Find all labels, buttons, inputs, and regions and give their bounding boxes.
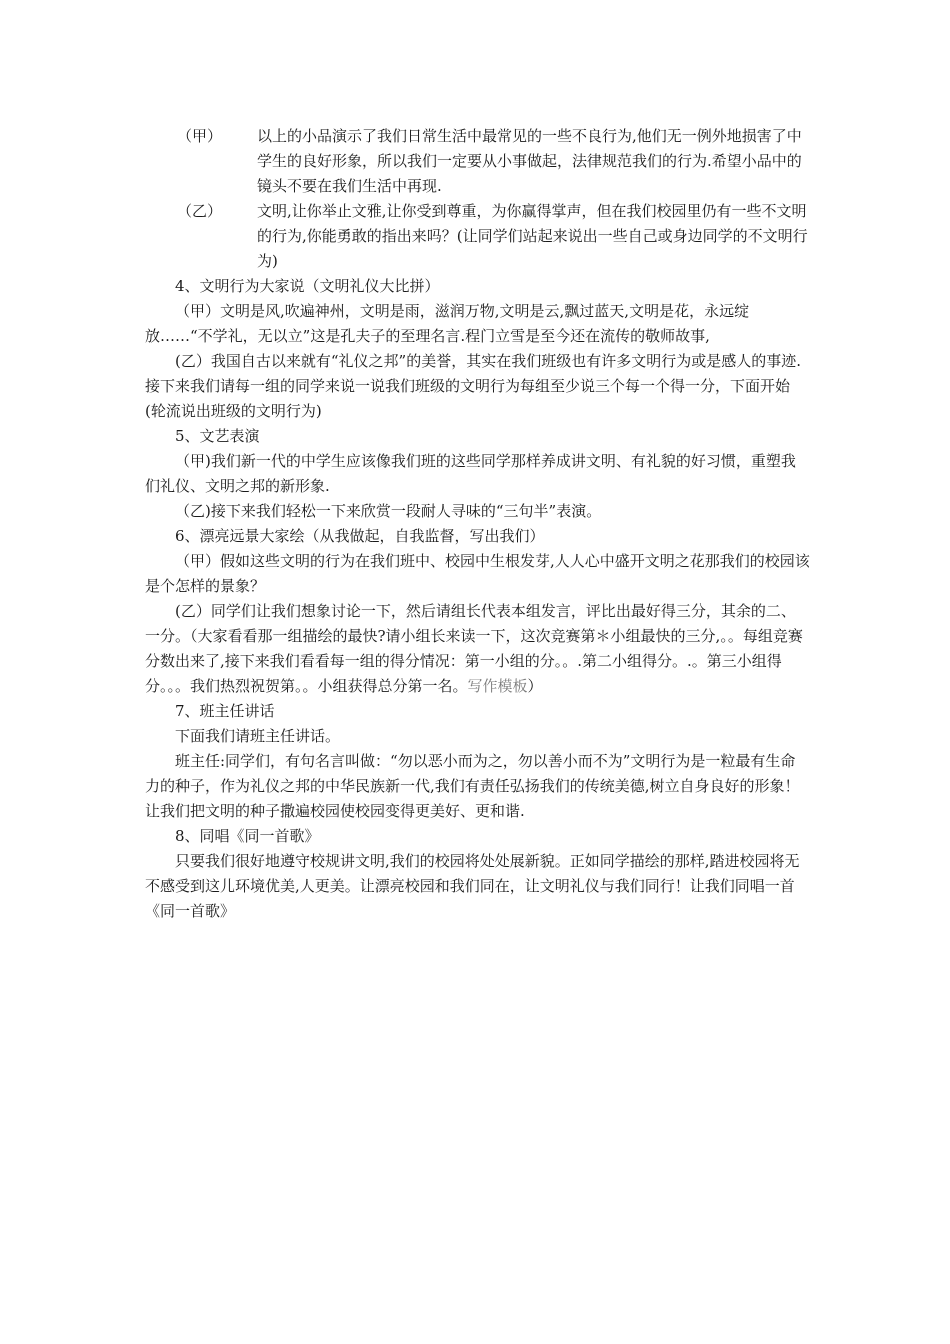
paragraph-5a: （甲)我们新一代的中学生应该像我们班的这些同学那样养成讲文明、有礼貌的好习惯，重塑我们礼仪、文明之邦的新形象. <box>145 452 796 495</box>
section-heading-5: 5、文艺表演 <box>175 427 260 445</box>
paragraph-8: 只要我们很好地遵守校规讲文明,我们的校园将处处展新貌。正如同学描绘的那样,踏进校园将无不感受到这儿环境优美,人更美。让漂亮校园和我们同在，让文明礼仪与我们同行！让我们同唱一首《同一首歌》 <box>145 852 800 920</box>
paragraph-7a: 下面我们请班主任讲话。 <box>175 727 341 745</box>
paragraph-4b: (乙）我国自古以来就有“礼仪之邦”的美誉，其实在我们班级也有许多文明行为或是感人的事迹.接下来我们请每一组的同学来说一说我们班级的文明行为每组至少说三个每一个得一分，下面开始(轮流说出班级的文明行为) <box>145 352 801 420</box>
paragraph-6b <box>145 599 810 699</box>
paragraph-6a: （甲）假如这些文明的行为在我们班中、校园中生根发芽,人人心中盛开文明之花那我们的校园该是个怎样的景象？ <box>145 552 810 595</box>
section-heading-8: 8、同唱《同一首歌》 <box>175 827 320 845</box>
script-text <box>145 124 810 924</box>
section-heading-4: 4、文明行为大家说（文明礼仪大比拼） <box>175 277 440 295</box>
yi-text-1: 文明,让你举止文雅,让你受到尊重，为你赢得掌声，但在我们校园里仍有一些不文明的行为,你能勇敢的指出来吗？(让同学们站起来说出一些自己或身边同学的不文明行为) <box>257 202 808 270</box>
yi-paragraph-1 <box>145 199 810 274</box>
section-heading-6: 6、漂亮远景大家绘（从我做起，自我监督，写出我们） <box>175 527 545 545</box>
template-link[interactable]: 写作模板 <box>467 677 528 695</box>
paragraph-6b-close: ） <box>527 677 543 695</box>
paragraph-4a: （甲）文明是风,吹遍神州，文明是雨，滋润万物,文明是云,飘过蓝天,文明是花，永远绽放……“不学礼，无以立”这是孔夫子的至理名言.程门立雪是至今还在流传的敬师故事, <box>145 302 750 345</box>
jia-text-1: 以上的小品演示了我们日常生活中最常见的一些不良行为,他们无一例外地损害了中学生的良好形象，所以我们一定要从小事做起，法律规范我们的行为.希望小品中的镜头不要在我们生活中再现. <box>257 127 802 195</box>
speaker-tag-yi: （乙） <box>177 202 223 220</box>
paragraph-5b: （乙)接下来我们轻松一下来欣赏一段耐人寻味的“三句半”表演。 <box>175 502 602 520</box>
section-heading-7: 7、班主任讲话 <box>175 702 275 720</box>
speaker-tag-jia: （甲） <box>177 127 223 145</box>
paragraph-6b-text: (乙）同学们让我们想象讨论一下，然后请组长代表本组发言，评比出最好得三分，其余的二、一分。（大家看看那一组描绘的最快?请小组长来读一下，这次竞赛第＊小组最快的三分,。。每组竞赛分数出来了,接下来我们看看每一组的得分情况：第一小组的分。。.第二小组得分。.。第三小组得分。。。我们热烈祝贺第。。小组获得总分第一名。 <box>145 602 803 695</box>
jia-paragraph-1 <box>145 124 810 199</box>
paragraph-7b: 班主任:同学们，有句名言叫做：“勿以恶小而为之，勿以善小而不为”文明行为是一粒最有生命力的种子，作为礼仪之邦的中华民族新一代,我们有责任弘扬我们的传统美德,树立自身良好的形象！让我们把文明的种子撒遍校园使校园变得更美好、更和谐. <box>145 752 800 820</box>
